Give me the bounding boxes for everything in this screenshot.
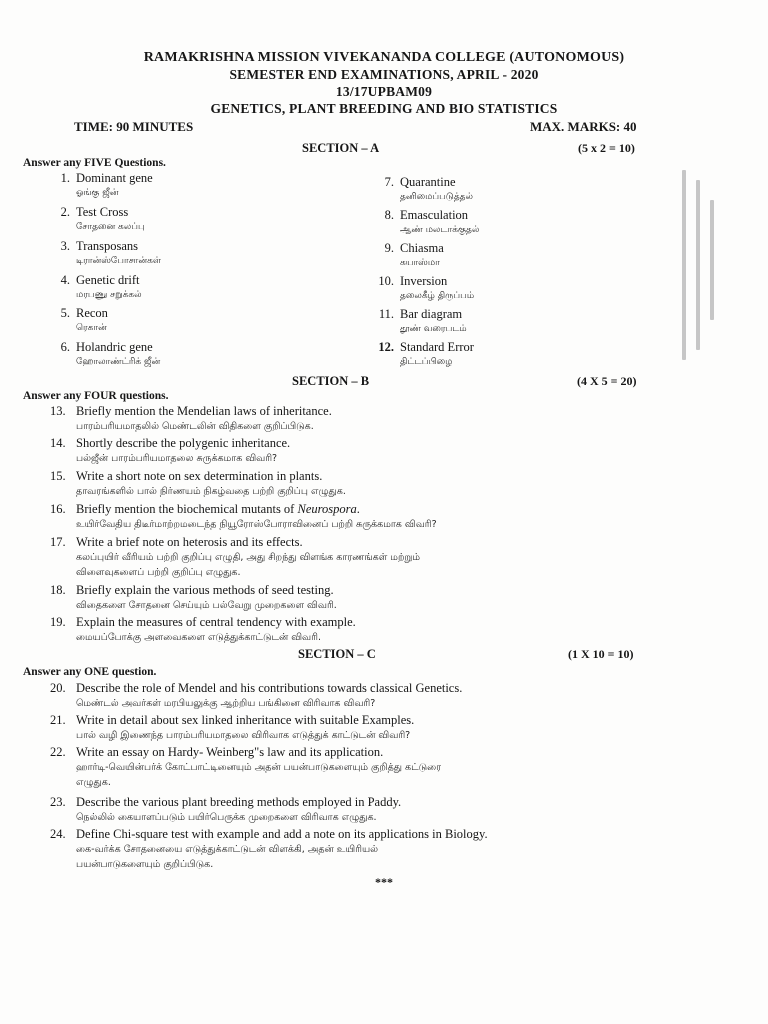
question-17: 17. Write a brief note on heterosis and its effects. கலப்புயிர் வீரியம் பற்றி குறிப்பு எழுதி, அது சிறந்து விளங்க காரணங்கள் மற்றும் விளைவுகளைப் பற்றி குறிப்பு எழுதுக. — [50, 535, 421, 578]
exam-time: TIME: 90 MINUTES — [74, 119, 194, 134]
question-1: 1. Dominant gene ஓங்கு ஜீன் — [60, 171, 153, 198]
section-a-marks: (5 x 2 = 10) — [578, 141, 635, 155]
section-b-instruction: Answer any FOUR questions. — [23, 390, 169, 402]
question-11: 11. Bar diagram தூண் வரைபடம் — [378, 307, 467, 334]
question-24: 24. Define Chi-square test with example and add a note on its applications in Biology. கை-வர்க்க சோதனையை எடுத்துக்காட்டுடன் விளக்கி, அதன் உயிரியல் பயன்பாடுகளையும் குறிப்பிடுக. — [50, 827, 488, 870]
question-2: 2. Test Cross சோதனை கலப்பு — [60, 205, 145, 232]
question-10: 10. Inversion தலைகீழ் திருப்பம் — [378, 274, 475, 301]
question-18: 18. Briefly explain the various methods of seed testing. விதைகளை சோதனை செய்யும் பல்வேறு முறைகளை விவரி. — [50, 583, 337, 611]
question-3: 3. Transposans டிரான்ஸ்போசான்கள் — [60, 239, 161, 266]
question-12: 12. Standard Error திட்டப்பிழை — [378, 340, 474, 367]
section-c-title: SECTION – C — [298, 647, 376, 661]
section-c-marks: (1 X 10 = 10) — [568, 647, 634, 661]
library-stamp-icon — [674, 160, 734, 370]
subject-title: GENETICS, PLANT BREEDING AND BIO STATISTICS — [210, 101, 558, 116]
question-5: 5. Recon ரெகான் — [60, 306, 108, 333]
end-marker: *** — [375, 875, 393, 889]
question-23: 23. Describe the various plant breeding methods employed in Paddy. நெல்லில் கையாளப்படும் பயிர்பெருக்க முறைகளை விரிவாக எழுதுக. — [50, 795, 402, 823]
question-6: 6. Holandric gene ஹோலாண்ட்ரிக் ஜீன் — [60, 340, 161, 367]
question-20: 20. Describe the role of Mendel and his contributions towards classical Genetics. மெண்டல் அவர்கள் மரபியலுக்கு ஆற்றிய பங்கினை விரிவாக விவரி? — [50, 681, 463, 709]
section-b-title: SECTION – B — [292, 374, 370, 388]
question-13: 13. Briefly mention the Mendelian laws of inheritance. பாரம்பரியமாதலில் மெண்டலின் விதிகளை குறிப்பிடுக. — [50, 404, 332, 432]
question-16: 16. Briefly mention the biochemical mutants of Neurospora. உயிர்வேதிய திடீர்மாற்றமடைந்த நியூரோஸ்போராவினைப் பற்றி சுருக்கமாக விவரி? — [50, 502, 437, 530]
question-15: 15. Write a short note on sex determination in plants. தாவரங்களில் பால் நிர்ணயம் நிகழ்வதை பற்றி குறிப்பு எழுதுக. — [50, 469, 346, 497]
college-name: RAMAKRISHNA MISSION VIVEKANANDA COLLEGE (AUTONOMOUS) — [143, 50, 625, 65]
section-c-instruction: Answer any ONE question. — [23, 666, 157, 678]
question-22: 22. Write an essay on Hardy- Weinberg"s law and its application. ஹார்டி-வெயின்பர்க் கோட்பாட்டினையும் அதன் பயன்பாடுகளையும் குறித்து கட்டுரை எழுதுக. — [50, 745, 442, 788]
question-8: 8. Emasculation ஆண் மலடாக்குதல் — [384, 208, 480, 235]
question-21: 21. Write in detail about sex linked inheritance with suitable Examples. பால் வழி இணைந்த பாரம்பரியமாதலை விரிவாக எடுத்துக் காட்டுடன் விவரி? — [50, 713, 415, 741]
question-9: 9. Chiasma கயாஸ்மா — [384, 241, 444, 268]
section-a-instruction: Answer any FIVE Questions. — [23, 157, 166, 169]
question-7: 7. Quarantine தனிமைப்படுத்தல் — [384, 175, 474, 202]
section-a-title: SECTION – A — [302, 141, 380, 155]
max-marks: MAX. MARKS: 40 — [530, 119, 637, 134]
section-b-marks: (4 X 5 = 20) — [577, 374, 637, 388]
question-4: 4. Genetic drift மரபணு சறுக்கல் — [60, 273, 142, 300]
exam-title: SEMESTER END EXAMINATIONS, APRIL - 2020 — [229, 67, 539, 82]
course-code: 13/17UPBAM09 — [335, 84, 433, 99]
question-14: 14. Shortly describe the polygenic inheritance. பல்ஜீன் பாரம்பரியமாதலை சுருக்கமாக விவரி? — [50, 436, 291, 464]
question-19: 19. Explain the measures of central tendency with example. மையப்போக்கு அளவைகளை எடுத்துக்காட்டுடன் விவரி. — [50, 615, 356, 643]
